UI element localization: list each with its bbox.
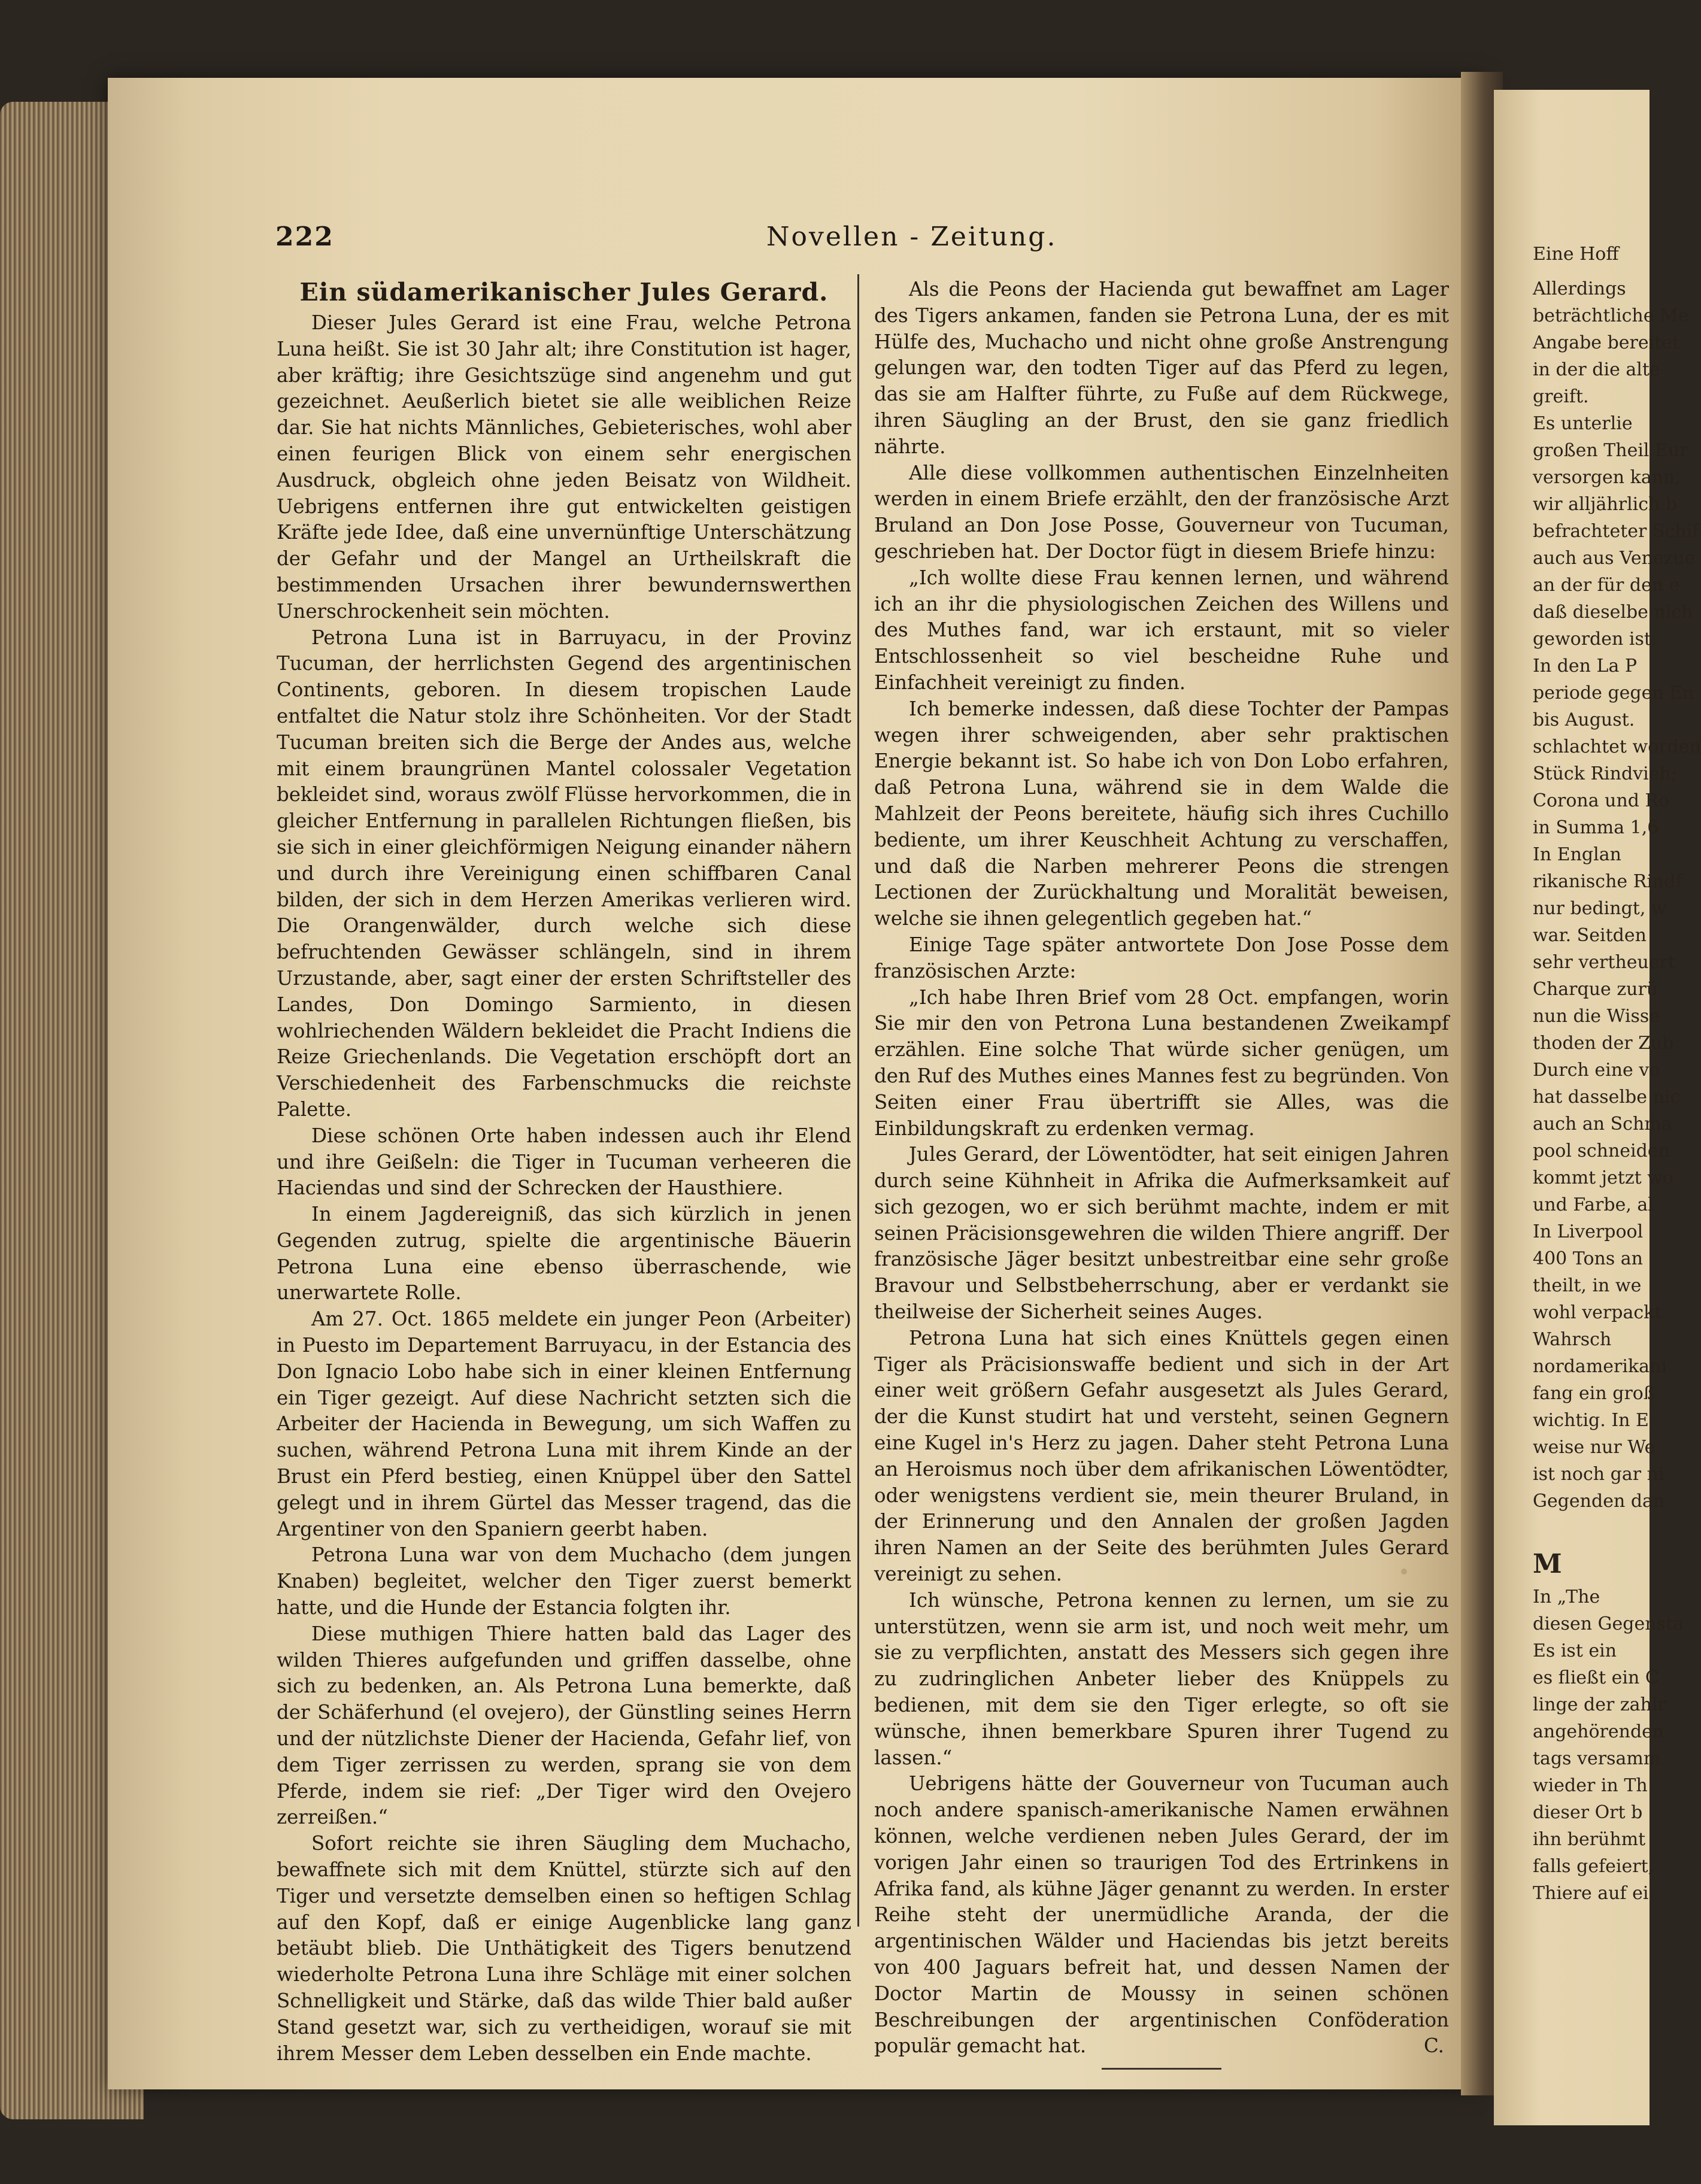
- facing-page-line: kommt jetzt wo: [1533, 1167, 1673, 1188]
- paragraph: Jules Gerard, der Löwentödter, hat seit einigen Jahren durch seine Kühnheit in Afrika die Aufmerksamkeit auf sich gezogen, wo er sich berühmt machte, indem er mit seinen Präcisionsgewehren die wilden Thiere angriff. Der französische Jäger besitzt unbestreitbar eine sehr große Bravour und Selbstbeherrschung, aber er verdankt sie theilweise der Sicherheit seines Auges.: [874, 1143, 1449, 1324]
- facing-page-line: diesen Gegensta: [1533, 1613, 1684, 1634]
- facing-page-line: es fließt ein C: [1533, 1667, 1659, 1688]
- facing-page-line: Corona und Ro: [1533, 790, 1670, 811]
- running-title: Novellen - Zeitung.: [766, 222, 1057, 252]
- facing-page-line: Eine Hoff: [1533, 244, 1619, 265]
- paragraph: Diese muthigen Thiere hatten bald das Lager des wilden Thieres aufgefunden und griffen dasselbe, ohne sich zu bedenken, an. Als Petrona Luna bemerkte, daß der Schäferhund (el ovejero), der Günstling seines Herrn und der nützlichste Diener der Hacienda, Gefahr lief, von dem Tiger zerrissen zu werden, sprang sie von dem Pferde, indem sie rief: „Der Tiger wird den Ovejero zerreißen.“: [277, 1622, 851, 1829]
- facing-page-line: schlachtet worden: [1533, 736, 1701, 757]
- page-stain: [1475, 1874, 1480, 1879]
- facing-page-line: Durch eine vo: [1533, 1060, 1660, 1081]
- facing-page-line: M: [1533, 1549, 1562, 1579]
- facing-page-line: auch an Schma: [1533, 1114, 1672, 1135]
- paragraph: „Ich wollte diese Frau kennen lernen, und während ich an ihr die physiologischen Zeichen des Willens und des Muthes fand, war ich erstaunt, mit so vieler Entschlossenheit so viel bescheidne Ruhe und Einfachheit vereinigt zu finden.: [874, 566, 1449, 694]
- paragraph: Ich wünsche, Petrona kennen zu lernen, um sie zu unterstützen, wenn sie arm ist, und noch weit mehr, um sie zu verpflichten, anstatt des Messers sich gegen ihre zu zudringlichen Anbeter lieber des Knüppels zu bedienen, mit dem sie den Tiger erlegte, so oft sie wünsche, ihnen bemerkbare Spuren ihrer Tugend zu lassen.“: [874, 1588, 1449, 1769]
- facing-page-line: großen Theil Eur: [1533, 440, 1688, 461]
- facing-page-line: angehörenden: [1533, 1721, 1664, 1742]
- facing-page-line: linge der zahlr: [1533, 1694, 1666, 1715]
- facing-page-line: Angabe bereitet: [1533, 332, 1680, 353]
- facing-page-line: In Liverpool: [1533, 1221, 1644, 1242]
- paragraph: Petrona Luna hat sich eines Knüttels gegen einen Tiger als Präcisionswaffe bedient und sich in der Art einer weit größern Gefahr ausgesetzt als Jules Gerard, der die Kunst studirt hat und versteht, seinen Gegnern eine Kugel in's Herz zu jagen. Daher steht Petrona Luna an Heroismus noch über dem afrikanischen Löwentödter, oder wenigstens verdient sie, mein theurer Bruland, in der Erinnerung und den Annalen der großen Jagden ihren Namen an der Seite des berühmten Jules Gerard vereinigt zu sehen.: [874, 1326, 1449, 1586]
- paragraph: Uebrigens hätte der Gouverneur von Tucuman auch noch andere spanisch-amerikanische Namen erwähnen können, welche verdienen neben Jules Gerard, der im vorigen Jahr einen so traurigen Tod des Ertrinkens in Afrika fand, als kühne Jäger genannt zu werden. In erster Reihe steht der unermüdliche Aranda, der die argentinischen Wälder und Haciendas bis jetzt bereits von 400 Jaguars befreit hat, und dessen Namen der Doctor Martin de Moussy in seinen schönen Beschreibungen der argentinischen Conföderation populär gemacht hat.: [874, 1772, 1449, 2058]
- paragraph: In einem Jagdereigniß, das sich kürzlich in jenen Gegenden zutrug, spielte die argentinische Bäuerin Petrona Luna eine ebenso überraschende, wie unerwartete Rolle.: [277, 1203, 851, 1305]
- paragraph: Ich bemerke indessen, daß diese Tochter der Pampas wegen ihrer schweigenden, aber sehr praktischen Energie bekannt ist. So habe ich von Don Lobo erfahren, daß Petrona Luna, während sie in dem Walde die Mahlzeit der Peons bereitete, häufig sich ihres Cuchillo bediente, um ihrer Keuschheit Achtung zu verschaffen, und daß die Narben mehrerer Peons die strengen Lectionen der Zurückhaltung und Moralität beweisen, welche sie ihnen gelegentlich gegeben hat.“: [874, 697, 1449, 930]
- facing-page-line: ihn berühmt: [1533, 1829, 1646, 1850]
- article-title: Ein südamerikanischer Jules Gerard.: [299, 278, 829, 307]
- facing-page-line: greift.: [1533, 386, 1589, 407]
- facing-page-line: und Farbe, al: [1533, 1194, 1654, 1215]
- paragraph: Dieser Jules Gerard ist eine Frau, welche Petrona Luna heißt. Sie ist 30 Jahr alt; ihre Constitution ist hager, aber kräftig; ihre Gesichtszüge sind angenehm und gut gezeichnet. Aeußerlich bietet sie alle weiblichen Reize dar. Sie hat nichts Männliches, Gebieterisches, wohl aber einen feurigen Blick von einem sehr energischen Ausdruck, obgleich ohne jeden Beisatz von Wildheit. Uebrigens entfernen ihre gut entwickelten geistigen Kräfte jede Idee, daß eine unvernünftige Unterschätzung der Gefahr und der Mangel an Urtheilskraft die bestimmenden Ursachen ihrer bewundernswerthen Unerschrockenheit sein möchten.: [277, 311, 851, 623]
- facing-page-line: 400 Tons an: [1533, 1248, 1643, 1269]
- paragraph: „Ich habe Ihren Brief vom 28 Oct. empfangen, worin Sie mir den von Petrona Luna bestandenen Zweikampf erzählen. Eine solche That würde sicher genügen, um den Ruf des Muthes eines Mannes fest zu begründen. Von Seiten einer Frau übertrifft sie Alles, was die Einbildungskraft zu erdenken vermag.: [874, 985, 1449, 1140]
- paragraph: Am 27. Oct. 1865 meldete ein junger Peon (Arbeiter) in Puesto im Departement Barruyacu, in der Estancia des Don Ignacio Lobo habe sich in einer kleinen Entfernung ein Tiger gezeigt. Auf diese Nachricht setzten sich die Arbeiter der Hacienda in Bewegung, um sich Waffen zu suchen, während Petrona Luna mit ihrem Kinde an der Brust ein Pferd bestieg, einen Knüppel über den Sattel gelegt und in ihrem Gürtel das Messer tragend, das die Argentiner von den Spaniern geerbt haben.: [277, 1308, 851, 1540]
- facing-page-line: Es ist ein: [1533, 1640, 1617, 1661]
- facing-page-line: nur bedingt, w: [1533, 898, 1667, 919]
- column-divider: [857, 274, 859, 1927]
- facing-page-line: wohl verpackt: [1533, 1302, 1662, 1323]
- facing-page-line: Wahrsch: [1533, 1329, 1612, 1350]
- paragraph: Petrona Luna ist in Barruyacu, in der Provinz Tucuman, der herrlichsten Gegend des argentinischen Continents, geboren. In diesem tropischen Laude entfaltet die Natur stolz ihre Schönheiten. Vor der Stadt Tucuman breiten sich die Berge der Andes aus, welche mit einem braungrünen Mantel colossaler Vegetation bekleidet sind, woraus zwölf Flüsse hervorkommen, die in gleicher Entfernung in parallelen Richtungen fließen, bis sie sich in einer gleichförmigen Neigung einander nähern und durch ihre Vereinigung einen schiffbaren Canal bilden, der sich in dem Herzen Amerikas verlieren wird. Die Orangenwälder, durch welche sich diese befruchtenden Gewässer schlängeln, sind in ihrem Urzustande, aber, sagt einer der ersten Schriftsteller des Landes, Don Domingo Sarmiento, in diesen wohlriechenden Wäldern bekleidet die Pracht Indiens die Reize Griechenlands. Die Vegetation erschöpft dort an Verschiedenheit des Farbenschmucks die reichste Palette.: [277, 626, 851, 1121]
- paragraph: Als die Peons der Hacienda gut bewaffnet am Lager des Tigers ankamen, fanden sie Petrona Luna, der es mit Hülfe des, Muchacho und nicht ohne große Anstrengung gelungen war, den todten Tiger auf das Pferd zu legen, das sie am Halfter führte, zu Fuße auf dem Rückwege, ihren Säugling an der Brust, den sie ganz friedlich nährte.: [874, 278, 1449, 458]
- facing-page-line: in Summa 1,6: [1533, 817, 1659, 838]
- facing-page-line: In „The: [1533, 1587, 1600, 1607]
- facing-page-line: wichtig. In E: [1533, 1410, 1649, 1431]
- facing-page-line: Es unterlie: [1533, 413, 1633, 434]
- facing-page-line: sehr vertheuert: [1533, 952, 1675, 973]
- end-rule: [1102, 2068, 1221, 2070]
- paragraph: Alle diese vollkommen authentischen Einzelnheiten werden in einem Briefe erzählt, den der französische Arzt Bruland an Don Jose Posse, Gouverneur von Tucuman, geschrieben hat. Der Doctor fügt in diesem Briefe hinzu:: [874, 461, 1449, 563]
- right-column: [874, 277, 1449, 2070]
- page-number: 222: [275, 222, 334, 252]
- facing-page-line: ist noch gar ni: [1533, 1464, 1664, 1485]
- facing-page-line: falls gefeiert,: [1533, 1856, 1654, 1877]
- facing-page-line: nun die Wisse: [1533, 1006, 1660, 1027]
- facing-page-line: beträchtliche Me: [1533, 305, 1689, 326]
- facing-page-line: wieder in Th: [1533, 1775, 1648, 1796]
- facing-page-line: pool schneiden: [1533, 1140, 1670, 1161]
- facing-page-line: Allerdings: [1533, 278, 1626, 299]
- facing-page-line: Thiere auf ei: [1533, 1883, 1649, 1904]
- page-header: [275, 222, 1461, 263]
- facing-page-line: In den La P: [1533, 656, 1638, 677]
- facing-page-line: theilt, in we: [1533, 1275, 1642, 1296]
- facing-page-line: fang ein groß: [1533, 1383, 1655, 1404]
- facing-page-line: bis August.: [1533, 709, 1635, 730]
- facing-page-line: an der für den e: [1533, 575, 1680, 596]
- facing-page-line: in der die alte: [1533, 359, 1660, 380]
- facing-page-line: Charque zurü: [1533, 979, 1658, 1000]
- facing-page-line: periode gegen En: [1533, 682, 1694, 703]
- left-column: [277, 277, 851, 2067]
- facing-page-line: rikanische Rindf: [1533, 871, 1682, 892]
- paragraph: Einige Tage später antwortete Don Jose Posse dem französischen Arzte:: [874, 933, 1449, 982]
- facing-page-line: hat dasselbe nic: [1533, 1087, 1681, 1108]
- facing-page-line: dieser Ort b: [1533, 1802, 1643, 1823]
- paragraph: Sofort reichte sie ihren Säugling dem Muchacho, bewaffnete sich mit dem Knüttel, stürzte sich auf den Tiger und versetzte demselben einen so heftigen Schlag auf den Kopf, daß er einige Augenblicke lang ganz betäubt blieb. Die Unthätigkeit des Tigers benutzend wiederholte Petrona Luna ihre Schläge mit einer solchen Schnelligkeit und Stärke, daß das wilde Thier bald außer Stand gesetzt war, sich zu vertheidigen, worauf sie mit ihrem Messer dem Leben desselben ein Ende machte.: [277, 1832, 851, 2065]
- paragraph: Petrona Luna war von dem Muchacho (dem jungen Knaben) begleitet, welcher den Tiger zuerst bemerkt hatte, und die Hunde der Estancia folgten ihr.: [277, 1543, 851, 1619]
- facing-page-line: In Englan: [1533, 844, 1621, 865]
- facing-page-line: nordamerikani: [1533, 1356, 1667, 1377]
- facing-page-line: thoden der Zub: [1533, 1033, 1674, 1054]
- facing-page-line: Stück Rindvieh;: [1533, 763, 1677, 784]
- facing-page-line: Gegenden dan: [1533, 1491, 1665, 1512]
- paragraph: Diese schönen Orte haben indessen auch ihr Elend und ihre Geißeln: die Tiger in Tucuman verheeren die Haciendas und sind der Schrecken der Hausthiere.: [277, 1124, 851, 1200]
- facing-page-line: geworden ist.: [1533, 629, 1657, 650]
- facing-page-line: daß dieselbe nich: [1533, 602, 1693, 623]
- facing-page-line: wir alljährlich b: [1533, 494, 1678, 515]
- facing-page-line: weise nur We: [1533, 1437, 1655, 1458]
- author-signature: C.: [1423, 2034, 1444, 2058]
- facing-page-line: versorgen kann,: [1533, 467, 1681, 488]
- facing-page-line: auch aus Venezue: [1533, 548, 1696, 569]
- facing-page-line: war. Seitden: [1533, 925, 1647, 946]
- facing-page-line: tags versamm: [1533, 1748, 1661, 1769]
- facing-page-line: befrachteter Schif: [1533, 521, 1699, 542]
